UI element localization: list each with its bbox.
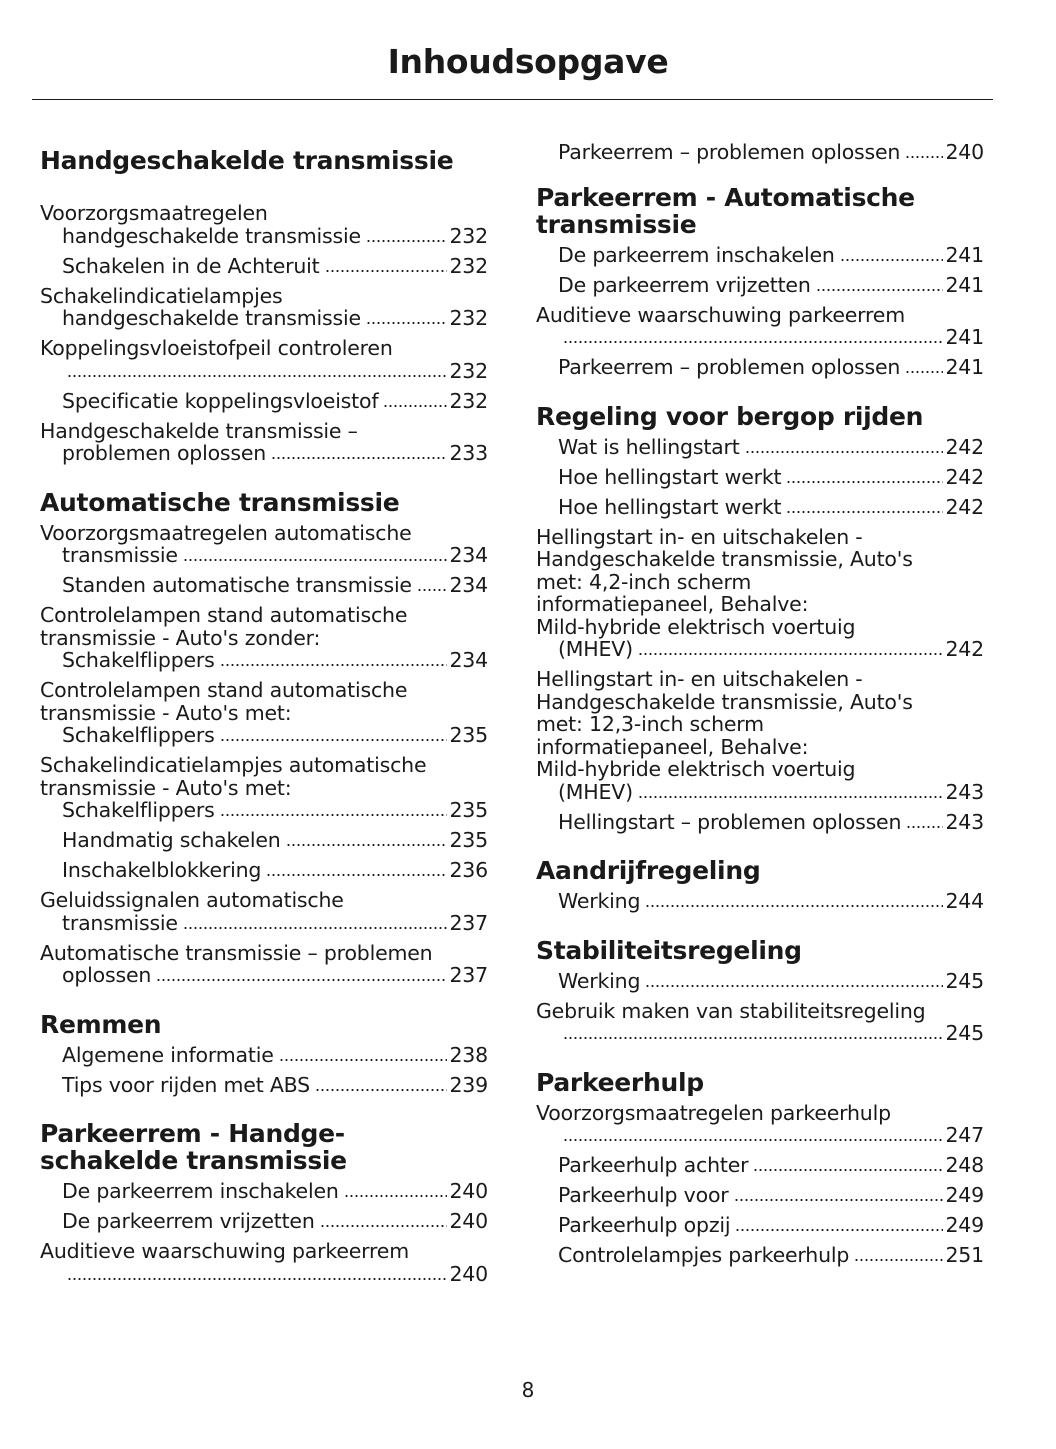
toc-entry-leader-line [62,544,488,567]
toc-entry-label: Hellingstart – problemen oplossen [558,809,902,834]
toc-entry-line: Handgeschakelde transmissie, Auto's [536,689,913,714]
section-heading: Aandrijfregeling [536,856,761,885]
toc-page-ref: 236 [449,858,488,882]
toc-page-ref: 240 [449,1179,488,1203]
toc-page-ref: 248 [945,1153,984,1177]
dot-leader [156,969,447,982]
toc-entry-leader-line [558,1244,984,1267]
toc-entry-line: Hellingstart in- en uitschakelen - [536,524,863,549]
toc-entry-leader-line [558,970,984,993]
toc-entry-label: handgeschakelde transmissie [62,223,361,248]
toc-page-ref: 232 [449,358,488,383]
toc-entry-label: Schakelflippers [62,798,215,822]
toc-entry-line: Voorzorgsmaatregelen automatische [40,520,412,545]
toc-page-ref: 240 [945,140,984,164]
toc-entry[interactable] [40,1044,488,1067]
toc-entry-label: handgeschakelde transmissie [62,306,361,330]
section-heading: Remmen [40,1009,162,1039]
toc-entry-leader-line [62,724,488,747]
toc-entry-label: Algemene informatie [62,1042,274,1067]
toc-page-ref: 232 [449,253,488,278]
toc-entry-label: Handmatig schakelen [62,828,281,852]
dot-leader [220,729,448,742]
toc-page-ref: 232 [449,223,488,248]
dot-leader [745,441,944,454]
toc-entry-leader-line [62,1074,488,1097]
toc-entry-label: Wat is hellingstart [558,434,740,459]
section-heading [536,184,984,238]
toc-entry[interactable] [536,141,984,164]
dot-leader [279,1049,448,1062]
toc-entry-label: Tips voor rijden met ABS [62,1072,310,1097]
toc-entry-leader-line [62,799,488,822]
section-heading-line: Parkeerrem - Handge- [40,1119,345,1148]
toc-page-ref: 240 [449,1261,488,1286]
toc-entry[interactable] [40,337,488,382]
toc-entry-line: Auditieve waarschuwing parkeerrem [40,1239,409,1263]
toc-entry[interactable] [40,390,488,413]
toc-entry-label: De parkeerrem inschakelen [558,242,835,267]
dot-leader [417,579,448,592]
dot-leader [816,279,944,292]
toc-entry-label: transmissie [62,543,178,567]
toc-entry-line: Geluidssignalen automatische [40,888,344,912]
toc-entry-leader-line [62,1210,488,1233]
dot-leader [344,1185,448,1198]
toc-entry-line: met: 12,3-inch scherm [536,712,764,736]
toc-page-ref: 245 [945,1021,984,1045]
toc-page-ref: 234 [449,648,488,672]
toc-page-ref: 243 [945,779,984,804]
toc-entry-line: Hellingstart in- en uitschakelen - [536,667,863,691]
toc-entry-leader-line [558,1124,984,1147]
dot-leader [366,312,448,325]
toc-page-ref: 232 [449,306,488,330]
dot-leader [638,786,944,799]
toc-entry-line: informatiepaneel, Behalve: [536,734,809,759]
toc-entry-line: Auditieve waarschuwing parkeerrem [536,302,905,327]
toc-page-ref: 235 [449,828,488,852]
toc-entry-leader-line [62,255,488,278]
toc-entry[interactable] [536,668,984,803]
toc-entry-line: Controlelampen stand automatische [40,603,408,627]
toc-entry-leader-line [62,360,488,383]
toc-entry[interactable] [536,970,984,993]
toc-entry-line: Schakelindicatielampjes [40,283,283,308]
toc-entry-line: Schakelindicatielampjes automatische [40,753,427,777]
toc-entry[interactable] [536,496,984,519]
toc-right-column [536,141,984,1274]
toc-page-ref: 239 [449,1072,488,1097]
toc-page-ref: 243 [945,809,984,834]
toc-entry-leader-line [558,274,984,297]
section-heading: Regeling voor bergop rijden [536,401,924,431]
toc-entry-label: (MHEV) [558,779,633,804]
toc-entry[interactable] [40,1240,488,1285]
toc-entry-line: Koppelingsvloeistofpeil controleren [40,336,393,360]
toc-entry-leader-line [558,1184,984,1207]
toc-left-column [40,141,488,1293]
toc-entry[interactable] [40,859,488,882]
toc-page-ref: 249 [945,1183,984,1207]
toc-entry-label: Parkeerhulp achter [558,1153,749,1177]
dot-leader [315,1079,447,1092]
toc-entry-leader-line [62,442,488,465]
toc-entry-line: informatiepaneel, Behalve: [536,592,809,616]
toc-entry[interactable] [40,202,488,247]
section-heading-line: Parkeerrem - Automatische [536,182,915,212]
toc-entry-leader-line [558,1214,984,1237]
toc-page-ref: 247 [945,1123,984,1147]
toc-entry-label: Hoe hellingstart werkt [558,494,782,519]
toc-entry[interactable] [40,889,488,934]
toc-entry[interactable] [40,679,488,747]
toc-entry-line: Handgeschakelde transmissie, Auto's [536,547,913,571]
toc-page-ref: 242 [945,494,984,519]
toc-page-ref: 249 [945,1213,984,1237]
toc-page-ref: 241 [945,242,984,267]
toc-page-ref: 251 [945,1243,984,1267]
toc-entry-line: Mild-hybride elektrisch voertuig [536,757,856,781]
toc-page-ref: 241 [945,325,984,349]
dot-leader [905,361,943,374]
toc-entry-leader-line [558,141,984,164]
toc-entry-label: Schakelflippers [62,648,215,672]
page-number: 8 [521,1378,535,1402]
toc-entry[interactable] [40,754,488,822]
toc-entry[interactable] [536,811,984,834]
toc-entry-line: Voorzorgsmaatregelen parkeerhulp [536,1100,891,1125]
toc-page-ref: 241 [945,355,984,379]
toc-entry-line: Handgeschakelde transmissie – [40,418,358,443]
section-heading: Stabiliteitsregeling [536,935,802,965]
toc-entry-label: Specificatie koppelingsvloeistof [62,388,379,413]
toc-entry-leader-line [62,649,488,672]
section-heading: Handgeschakelde transmissie [40,146,454,175]
toc-entry[interactable] [536,304,984,349]
toc-entry-label: (MHEV) [558,637,633,661]
toc-entry-leader-line [62,307,488,330]
toc-entry-leader-line [558,1022,984,1045]
dot-leader [325,260,448,273]
toc-entry-label: transmissie [62,910,178,935]
toc-entry[interactable] [40,420,488,465]
dot-leader [366,230,448,243]
dot-leader [905,146,943,159]
dot-leader [645,895,943,908]
toc-entry-leader-line [62,964,488,987]
toc-page-ref: 237 [449,910,488,935]
toc-entry-line: Gebruik maken van stabiliteitsregeling [536,998,926,1023]
toc-page-ref: 234 [449,543,488,567]
toc-page-ref: 244 [945,889,984,913]
toc-entry[interactable] [536,526,984,661]
toc-entry-leader-line [62,225,488,248]
toc-page-ref: 242 [945,637,984,661]
toc-entry-leader-line [62,574,488,597]
toc-entry[interactable] [536,890,984,913]
toc-page-ref: 241 [945,272,984,297]
dot-leader [286,834,448,847]
dot-leader [67,1268,447,1281]
toc-entry[interactable] [536,1154,984,1177]
dot-leader [271,447,447,460]
dot-leader [220,654,448,667]
dot-leader [638,643,944,656]
dot-leader [320,1215,448,1228]
toc-entry-leader-line [558,638,984,661]
toc-entry[interactable] [536,356,984,379]
toc-page-ref: 245 [945,968,984,993]
toc-entry-label: De parkeerrem vrijzetten [558,272,811,297]
dot-leader [563,331,943,344]
dot-leader [906,816,943,829]
dot-leader [753,1159,943,1172]
toc-entry-label: Standen automatische transmissie [62,573,412,597]
toc-entry-leader-line [558,436,984,459]
dot-leader [840,249,944,262]
dot-leader [220,804,448,817]
toc-entry-label: Inschakelblokkering [62,858,262,882]
toc-entry-label: Schakelflippers [62,723,215,747]
dot-leader [734,1189,944,1202]
toc-entry[interactable] [40,604,488,672]
toc-entry-label: Parkeerhulp voor [558,1183,729,1207]
toc-entry-label: Hoe hellingstart werkt [558,464,782,489]
dot-leader [67,365,447,378]
section-heading [40,1120,488,1174]
toc-entry[interactable] [536,466,984,489]
toc-entry[interactable] [536,1244,984,1267]
toc-entry-label: oplossen [62,963,152,987]
toc-page-ref: 240 [449,1209,488,1233]
toc-entry-label: Controlelampjes parkeerhulp [558,1243,850,1267]
toc-page-ref: 234 [449,573,488,597]
toc-entry-label: Werking [558,889,641,913]
toc-entry-line: Automatische transmissie – problemen [40,940,433,965]
toc-page-ref: 238 [449,1042,488,1067]
toc-entry-leader-line [62,829,488,852]
toc-entry[interactable] [40,255,488,278]
toc-entry[interactable] [40,942,488,987]
toc-entry-line: Controlelampen stand automatische [40,678,408,702]
toc-entry-leader-line [62,1044,488,1067]
dot-leader [786,471,943,484]
toc-entry-label: Parkeerrem – problemen oplossen [558,355,901,379]
toc-entry-leader-line [558,890,984,913]
toc-entry[interactable] [40,1074,488,1097]
dot-leader [266,864,447,877]
toc-entry-line: transmissie - Auto's met: [40,775,292,800]
toc-entry-label: problemen oplossen [62,441,267,465]
toc-entry-line: Mild-hybride elektrisch voertuig [536,614,856,639]
toc-entry-leader-line [558,1154,984,1177]
toc-entry-line: transmissie - Auto's met: [40,700,292,725]
toc-entry[interactable] [536,436,984,459]
section-heading-line: transmissie [536,209,697,239]
toc-entry-label: Schakelen in de Achteruit [62,253,320,278]
toc-entry[interactable] [40,285,488,330]
toc-entry-label: Werking [558,968,641,993]
dot-leader [183,917,448,930]
toc-page-ref: 233 [449,441,488,465]
section-heading: Parkeerhulp [536,1067,704,1097]
page-title: Inhoudsopgave [387,42,669,81]
toc-entry-leader-line [62,390,488,413]
toc-entry[interactable] [536,1184,984,1207]
toc-entry-leader-line [558,326,984,349]
toc-page-ref: 232 [449,388,488,413]
toc-entry[interactable] [536,1102,984,1147]
toc-entry-line: met: 4,2-inch scherm [536,569,752,594]
dot-leader [383,395,447,408]
toc-page-ref: 237 [449,963,488,987]
toc-entry-label: De parkeerrem vrijzetten [62,1209,315,1233]
dot-leader [735,1219,943,1232]
toc-entry[interactable] [536,244,984,267]
toc-entry-leader-line [558,356,984,379]
dot-leader [854,1249,943,1262]
toc-entry-label: Parkeerhulp opzij [558,1213,731,1237]
toc-entry[interactable] [536,1000,984,1045]
toc-entry[interactable] [40,1180,488,1203]
toc-entry-leader-line [62,1263,488,1286]
toc-entry-label: De parkeerrem inschakelen [62,1179,339,1203]
toc-entry-leader-line [62,859,488,882]
section-heading-line: schakelde transmissie [40,1146,347,1175]
toc-page-ref: 235 [449,723,488,747]
toc-page-ref: 242 [945,434,984,459]
toc-entry-leader-line [558,781,984,804]
toc-entry-leader-line [62,1180,488,1203]
toc-entry-label: Parkeerrem – problemen oplossen [558,140,901,164]
toc-entry[interactable] [40,1210,488,1233]
toc-entry-leader-line [558,496,984,519]
toc-entry[interactable] [40,522,488,567]
dot-leader [563,1027,943,1040]
dot-leader [183,549,448,562]
toc-entry[interactable] [536,274,984,297]
dot-leader [786,501,943,514]
title-divider [32,99,993,100]
toc-entry[interactable] [40,829,488,852]
toc-entry-leader-line [558,466,984,489]
toc-entry[interactable] [536,1214,984,1237]
dot-leader [563,1129,943,1142]
dot-leader [645,975,943,988]
toc-entry-line: transmissie - Auto's zonder: [40,625,321,650]
toc-entry[interactable] [40,574,488,597]
toc-page-ref: 235 [449,798,488,822]
toc-entry-leader-line [62,912,488,935]
toc-page-ref: 242 [945,464,984,489]
toc-entry-line: Voorzorgsmaatregelen [40,201,268,225]
section-heading: Automatische transmissie [40,487,400,517]
toc-entry-leader-line [558,811,984,834]
toc-entry-leader-line [558,244,984,267]
